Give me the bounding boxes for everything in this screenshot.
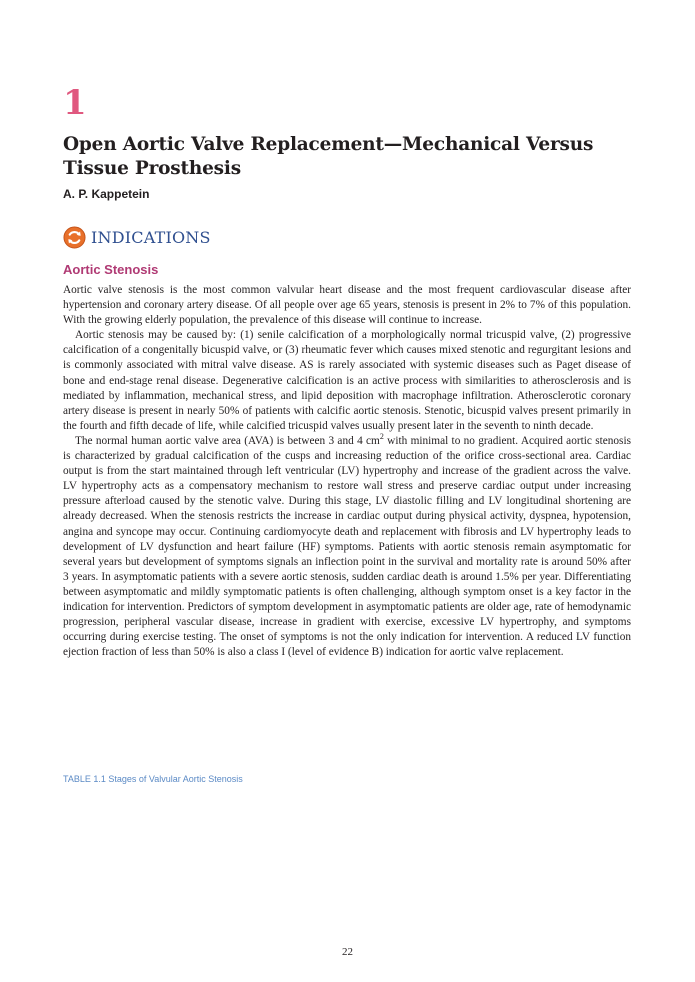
body-text	[63, 283, 631, 660]
superscript: 2	[379, 432, 384, 442]
paragraph: Aortic stenosis may be caused by: (1) senile calcification of a morphologically normal tricuspid valve, (2) progressive calcification of a congenitally bicuspid valve, or (3) rheumatic fever which causes mixed stenotic and regurgitant lesions and is commonly associated with mitral valve disease. AS is rarely associated with systemic diseases such as Paget disease of bone and end-stage renal disease. Degenerative calcification is an active process with similarities to atherosclerosis and is mediated by inflammation, mechanical stress, and lipid deposition with macrophage infiltration. Atherosclerotic coronary artery disease is present in nearly 50% of patients with calcific aortic stenosis. Stenotic, bicuspid valves present primarily in the fourth and fifth decade of life, while calcified tricuspid valves usually present later in the seventh to ninth decade.	[63, 329, 631, 432]
table-caption: TABLE 1.1 Stages of Valvular Aortic Stenosis	[63, 774, 243, 784]
section-title: INDICATIONS	[91, 228, 211, 247]
section-header	[63, 226, 211, 249]
paragraph	[63, 434, 631, 660]
page-number: 22	[342, 946, 353, 958]
chapter-title: Open Aortic Valve Replacement—Mechanical Versus Tissue Prosthesis	[63, 134, 594, 179]
indications-icon	[63, 226, 86, 249]
paragraph-text: with minimal to no gradient. Acquired aortic stenosis is characterized by gradual calcification of the cusps and increasing reduction of the orifice cross-sectional area. Cardiac output is from the start maintained through left ventricular (LV) hypertrophy and increase of the gradient across the valve. LV hypertrophy acts as a compensatory mechanism to restore wall stress and preserve cardiac output under increasing pressure afterload caused by the stenotic valve. During this stage, LV diastolic filling and LV longitudinal shortening are already decreased. When the stenosis restricts the increase in cardiac output during physical activity, dyspnea, hypotension, angina and syncope may occur. Continuing cardiomyocyte death and replacement with fibrosis and LV hypertrophy leads to development of LV dysfunction and heart failure (HF) symptoms. Patients with aortic stenosis remain asymptomatic for several years but development of symptoms signals an inflection point in the survival and mortality rate is around 50% after 3 years. In asymptomatic patients with a severe aortic stenosis, sudden cardiac death is around 1.5% per year. Differentiating between asymptomatic and mildly symptomatic patients is often challenging, although symptom onset is a key factor in the indication for intervention. Predictors of symptom development in asymptomatic patients are older age, rate of hemodynamic progression, peripheral vascular disease, increase in gradient with exercise, excessive LV hypertrophy, and symptoms occurring during exercise testing. The onset of symptoms is not the only indication for intervention. A reduced LV function ejection fraction of less than 50% is also a class I (level of evidence B) indication for aortic valve replacement.	[63, 434, 631, 659]
subsection-title: Aortic Stenosis	[63, 262, 159, 277]
author-name: A. P. Kappetein	[63, 187, 150, 201]
paragraph: Aortic valve stenosis is the most common valvular heart disease and the most frequent cardiovascular disease after hypertension and coronary artery disease. Of all people over age 65 years, stenosis is present in 2% to 7% of this population. With the growing elderly population, the prevalence of this disease will continue to increase.	[63, 284, 631, 327]
chapter-number: 1	[63, 83, 87, 123]
paragraph-text: The normal human aortic valve area (AVA) is between 3 and 4 cm	[75, 434, 380, 447]
